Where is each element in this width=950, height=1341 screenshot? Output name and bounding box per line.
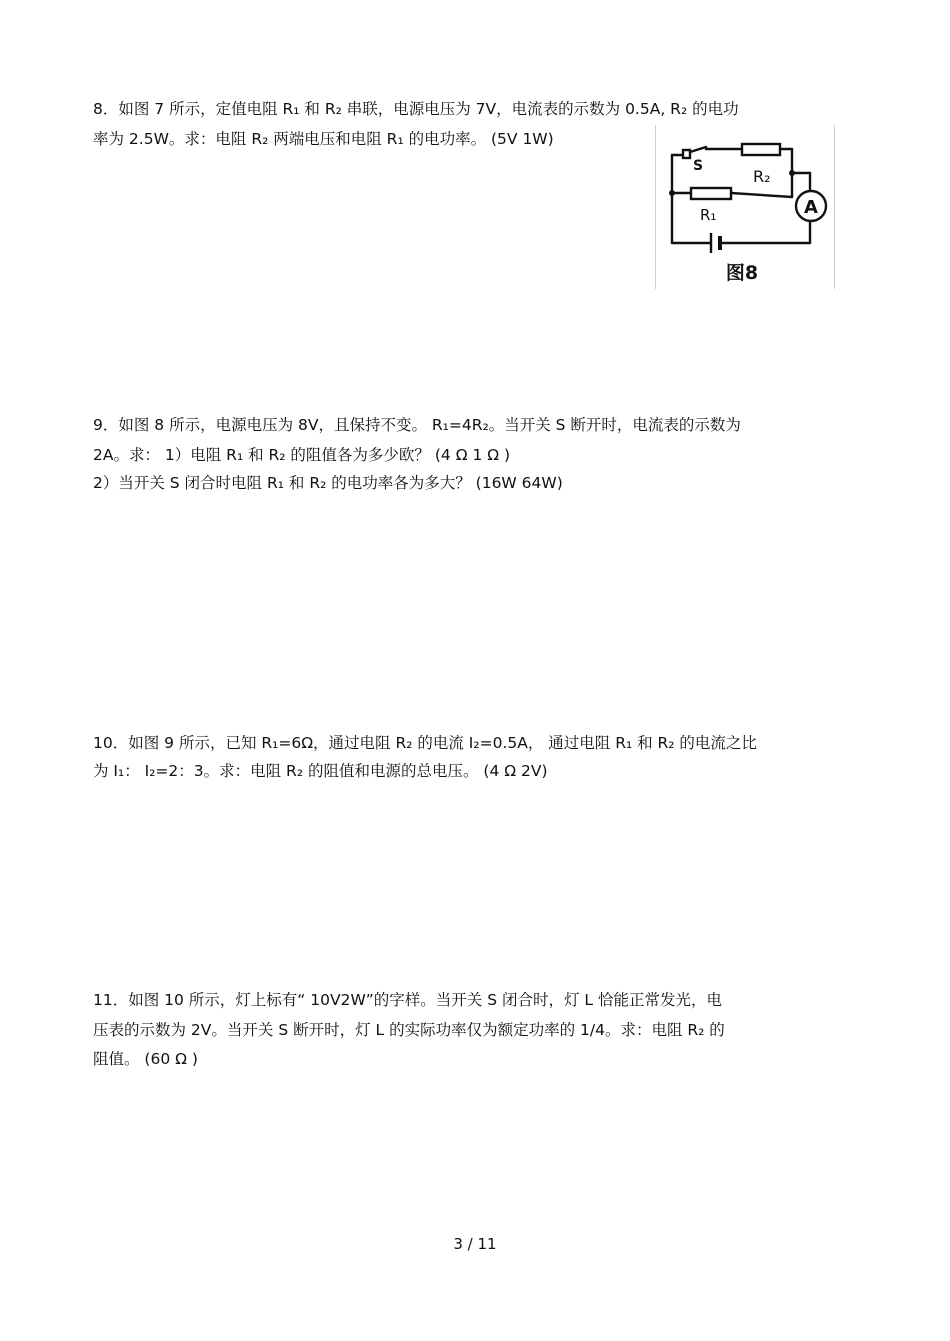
junction-right <box>789 170 795 176</box>
circuit-figure <box>655 125 835 289</box>
problem-9-line-2: 2A。求： 1）电阻 R₁ 和 R₂ 的阻值各为多少欧？ (4 Ω 1 Ω ) <box>93 446 511 464</box>
problem-9-line-1: 9．如图 8 所示，电源电压为 8V，且保持不变。 R₁=4R₂。当开关 S 断开时，电流表的示数为 <box>93 416 741 434</box>
problem-10-line-2: 为 I₁： I₂=2：3。求：电阻 R₂ 的阻值和电源的总电压。 (4 Ω 2V) <box>93 762 548 780</box>
problem-8-line-2: 率为 2.5W。求：电阻 R₂ 两端电压和电阻 R₁ 的电功率。 (5V 1W) <box>93 130 554 148</box>
ammeter-label: A <box>804 197 818 218</box>
switch-lever <box>690 147 706 152</box>
problem-9-line-3: 2）当开关 S 闭合时电阻 R₁ 和 R₂ 的电功率各为多大？ (16W 64W) <box>93 474 563 492</box>
problem-10-line-1: 10．如图 9 所示，已知 R₁=6Ω，通过电阻 R₂ 的电流 I₂=0.5A， 通过电阻 R₁ 和 R₂ 的电流之比 <box>93 734 757 752</box>
problem-8-line-1: 8．如图 7 所示，定值电阻 R₁ 和 R₂ 串联，电源电压为 7V，电流表的示数为 0.5A, R₂ 的电功 <box>93 100 739 118</box>
r2-label: R₂ <box>753 167 771 186</box>
circuit-diagram <box>656 125 834 289</box>
r1-label: R₁ <box>700 206 717 224</box>
figure-caption: 图8 <box>725 262 759 284</box>
problem-11-line-3: 阻值。 (60 Ω ) <box>93 1050 198 1068</box>
problem-11-line-1: 11．如图 10 所示，灯上标有“ 10V2W”的字样。当开关 S 闭合时，灯 L 恰能正常发光，电 <box>93 991 722 1009</box>
resistor-r2 <box>742 144 780 155</box>
switch-label: S <box>693 158 704 174</box>
switch-contact <box>683 150 690 158</box>
problem-11-line-2: 压表的示数为 2V。当开关 S 断开时，灯 L 的实际功率仅为额定功率的 1/4。求：电阻 R₂ 的 <box>93 1021 725 1039</box>
page-number: 3 / 11 <box>453 1235 497 1253</box>
resistor-r1 <box>691 188 731 199</box>
wire-r1-right <box>731 193 792 197</box>
junction-left <box>669 190 675 196</box>
